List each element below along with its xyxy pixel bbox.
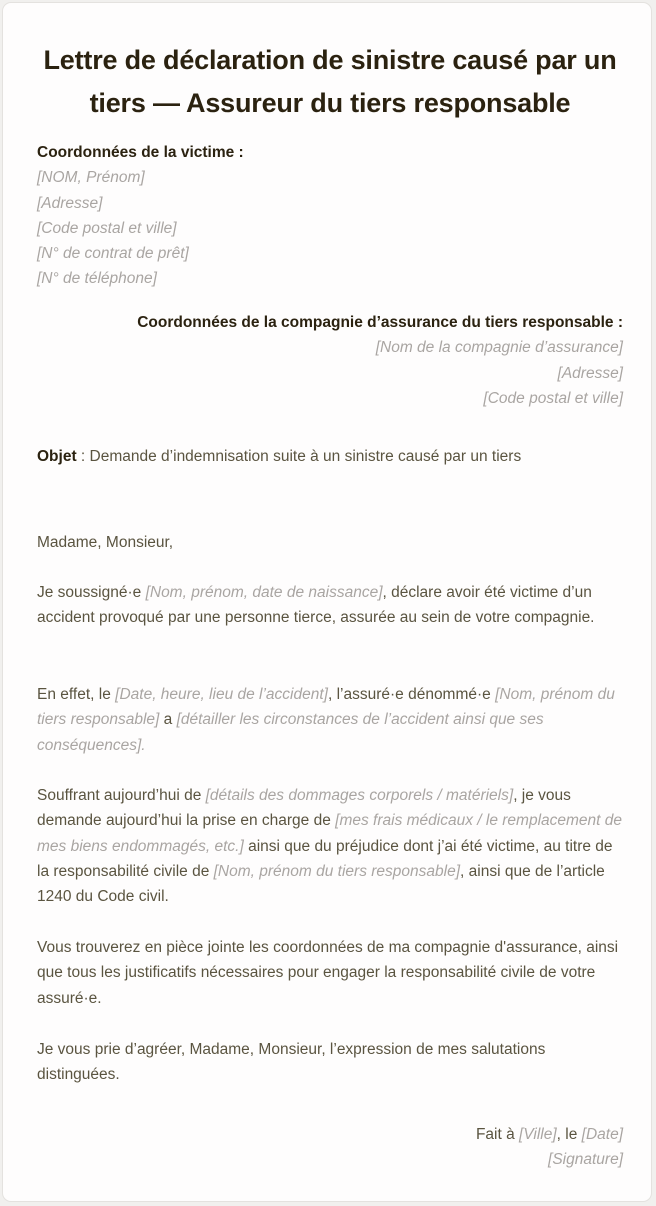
victim-name: [NOM, Prénom] bbox=[37, 169, 145, 187]
body-text: , je vous demande aujourd’hui la prise en charge de bbox=[37, 787, 571, 830]
placeholder-text: [Nom, prénom, date de naissance] bbox=[145, 584, 383, 601]
body-text: , l’assuré·e dénommé·e bbox=[327, 686, 496, 703]
insurer-postal-city: [Code postal et ville] bbox=[483, 389, 623, 407]
placeholder-text: [Nom, prénom du tiers responsable] bbox=[37, 686, 615, 729]
paragraph-salutations bbox=[37, 1037, 623, 1088]
closing-le: , le bbox=[556, 1126, 582, 1143]
subject-line bbox=[37, 444, 623, 469]
closing-fait: Fait à bbox=[475, 1126, 520, 1143]
body-text: En effet, le bbox=[37, 686, 116, 703]
insurer-heading: Coordonnées de la compagnie d’assurance du tiers responsable : bbox=[137, 314, 623, 331]
closing bbox=[37, 1122, 623, 1173]
placeholder-text: [détailler les circonstances de l’accident ainsi que ses conséquences]. bbox=[37, 711, 544, 754]
placeholder-text: [Date, heure, lieu de l’accident] bbox=[115, 686, 328, 703]
closing-date: [Date] bbox=[581, 1126, 623, 1143]
placeholder-text: [Nom, prénom du tiers responsable] bbox=[213, 862, 461, 880]
closing-city: [Ville] bbox=[519, 1126, 557, 1143]
insurer-name: [Nom de la compagnie d’assurance] bbox=[375, 339, 623, 357]
victim-contract-number: [N° de contrat de prêt] bbox=[37, 245, 189, 263]
body-text: ainsi que du préjudice dont j’ai été victime, au titre de la responsabilité civile de bbox=[37, 837, 613, 880]
paragraph-attachments bbox=[37, 935, 623, 1011]
paragraph-damages bbox=[37, 783, 623, 909]
insurer-details bbox=[37, 310, 623, 411]
body-text: , déclare avoir été victime d’un accident provoqué par une personne tierce, assurée au sein de votre compagnie. bbox=[37, 584, 595, 627]
body-text: Souffrant aujourd’hui de bbox=[37, 787, 206, 804]
victim-address: [Adresse] bbox=[37, 194, 103, 212]
body-text: Je vous prie d’agréer, Madame, Monsieur, l’expression de mes salutations distinguées. bbox=[37, 1041, 546, 1084]
body-text: a bbox=[159, 711, 177, 729]
insurer-address: [Adresse] bbox=[557, 364, 623, 382]
subject-label: Objet bbox=[37, 448, 77, 465]
paragraph-circumstances bbox=[37, 682, 623, 758]
signature: [Signature] bbox=[548, 1151, 623, 1169]
placeholder-text: [détails des dommages corporels / matériels] bbox=[205, 787, 514, 804]
body-text: Vous trouverez en pièce jointe les coordonnées de ma compagnie d'assurance, ainsi que tous les justificatifs nécessaires pour engager la responsabilité civile de votre assuré·e. bbox=[37, 939, 619, 1007]
body-text: Je soussigné·e bbox=[37, 584, 146, 601]
letter-title: Lettre de déclaration de sinistre causé par un tiers — Assureur du tiers responsable bbox=[43, 45, 617, 118]
victim-details bbox=[37, 140, 623, 292]
victim-postal-city: [Code postal et ville] bbox=[37, 219, 177, 237]
victim-phone: [N° de téléphone] bbox=[37, 270, 157, 288]
letter-card bbox=[2, 2, 652, 1202]
victim-heading: Coordonnées de la victime : bbox=[37, 144, 244, 161]
paragraph-declaration bbox=[37, 580, 623, 631]
placeholder-text: [mes frais médicaux / le remplacement de mes biens endommagés, etc.] bbox=[37, 812, 623, 855]
body-text: , ainsi que de l’article 1240 du Code civil. bbox=[37, 862, 605, 906]
subject-text: : Demande d’indemnisation suite à un sinistre causé par un tiers bbox=[76, 448, 522, 465]
greeting: Madame, Monsieur, bbox=[37, 534, 174, 551]
